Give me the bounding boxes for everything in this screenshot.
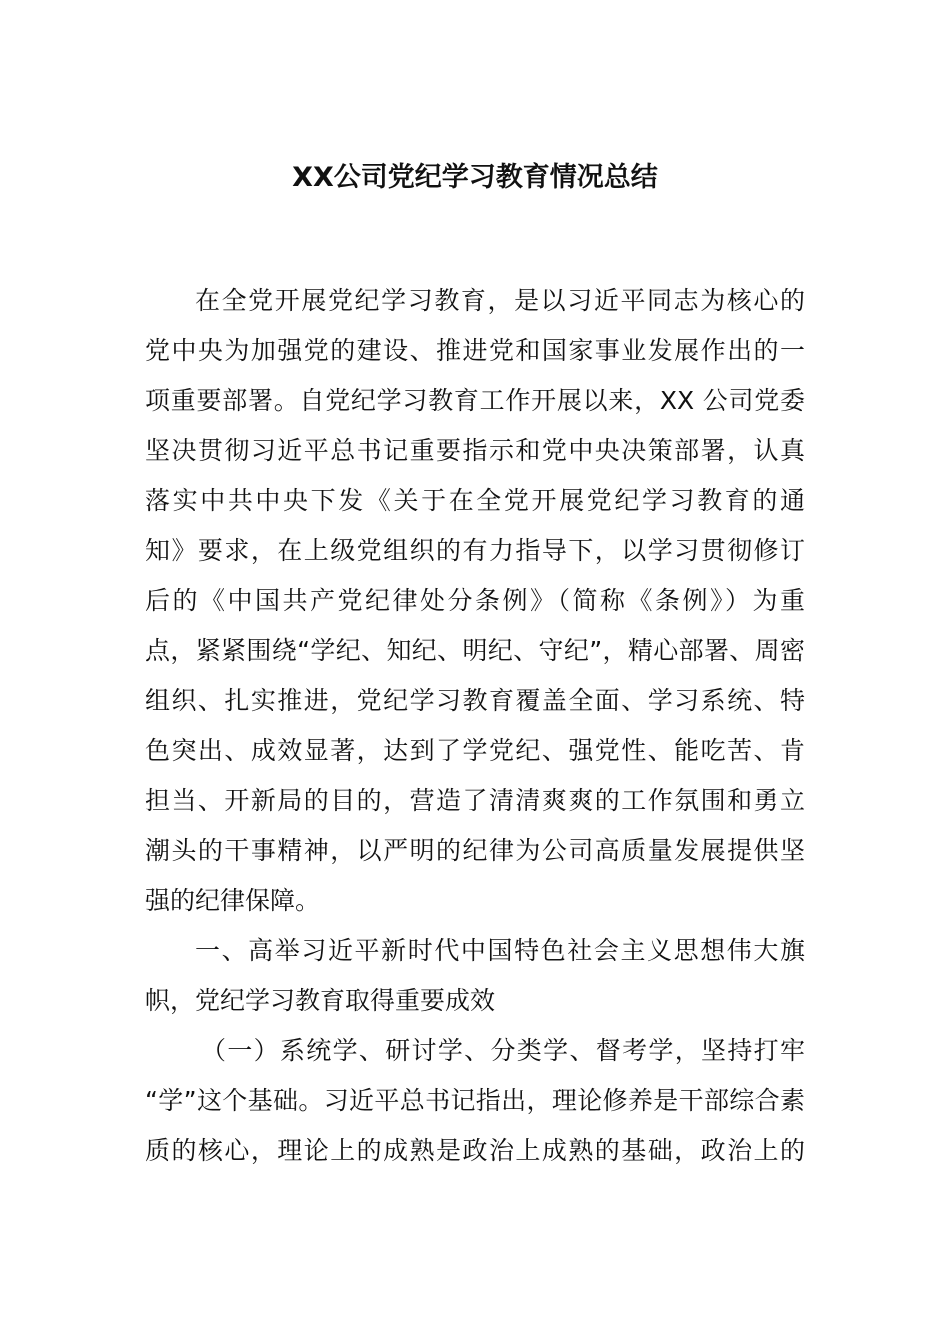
text-line: 党中央为加强党的建设、推进党和国家事业发展作出的一 xyxy=(145,336,805,365)
text-line: 质的核心，理论上的成熟是政治上成熟的基础，政治上的 xyxy=(145,1136,805,1165)
heading-line: 一、高举习近平新时代中国特色社会主义思想伟大旗 xyxy=(195,936,805,965)
text-line: 在全党开展党纪学习教育，是以习近平同志为核心的 xyxy=(195,286,805,315)
text-line: “学”这个基础。习近平总书记指出，理论修养是干部综合素 xyxy=(145,1086,805,1115)
document-body xyxy=(145,276,805,1176)
text-line: 项重要部署。自党纪学习教育工作开展以来，XX 公司党委 xyxy=(145,386,805,415)
text-line: 知》要求，在上级党组织的有力指导下，以学习贯彻修订 xyxy=(145,536,805,565)
heading-line: 帜，党纪学习教育取得重要成效 xyxy=(145,986,496,1015)
text-line: 潮头的干事精神，以严明的纪律为公司高质量发展提供坚 xyxy=(145,836,805,865)
section-heading-1 xyxy=(145,926,805,1026)
text-line: 后的《中国共产党纪律处分条例》（简称《条例》）为重 xyxy=(145,586,805,615)
text-line: 色突出、成效显著，达到了学党纪、强党性、能吃苦、肯 xyxy=(145,736,805,765)
text-line: 担当、开新局的目的，营造了清清爽爽的工作氛围和勇立 xyxy=(145,786,805,815)
text-line: 点，紧紧围绕“学纪、知纪、明纪、守纪”，精心部署、周密 xyxy=(145,636,805,665)
document-title: XX公司党纪学习教育情况总结 xyxy=(292,162,658,193)
text-line: 落实中共中央下发《关于在全党开展党纪学习教育的通 xyxy=(145,486,805,515)
text-line: 强的纪律保障。 xyxy=(145,886,321,915)
paragraph-subsection-1 xyxy=(145,1026,805,1176)
text-line: 坚决贯彻习近平总书记重要指示和党中央决策部署，认真 xyxy=(145,436,805,465)
paragraph-intro xyxy=(145,276,805,926)
text-line: 组织、扎实推进，党纪学习教育覆盖全面、学习系统、特 xyxy=(145,686,805,715)
text-line: （一）系统学、研讨学、分类学、督考学，坚持打牢 xyxy=(201,1036,805,1065)
